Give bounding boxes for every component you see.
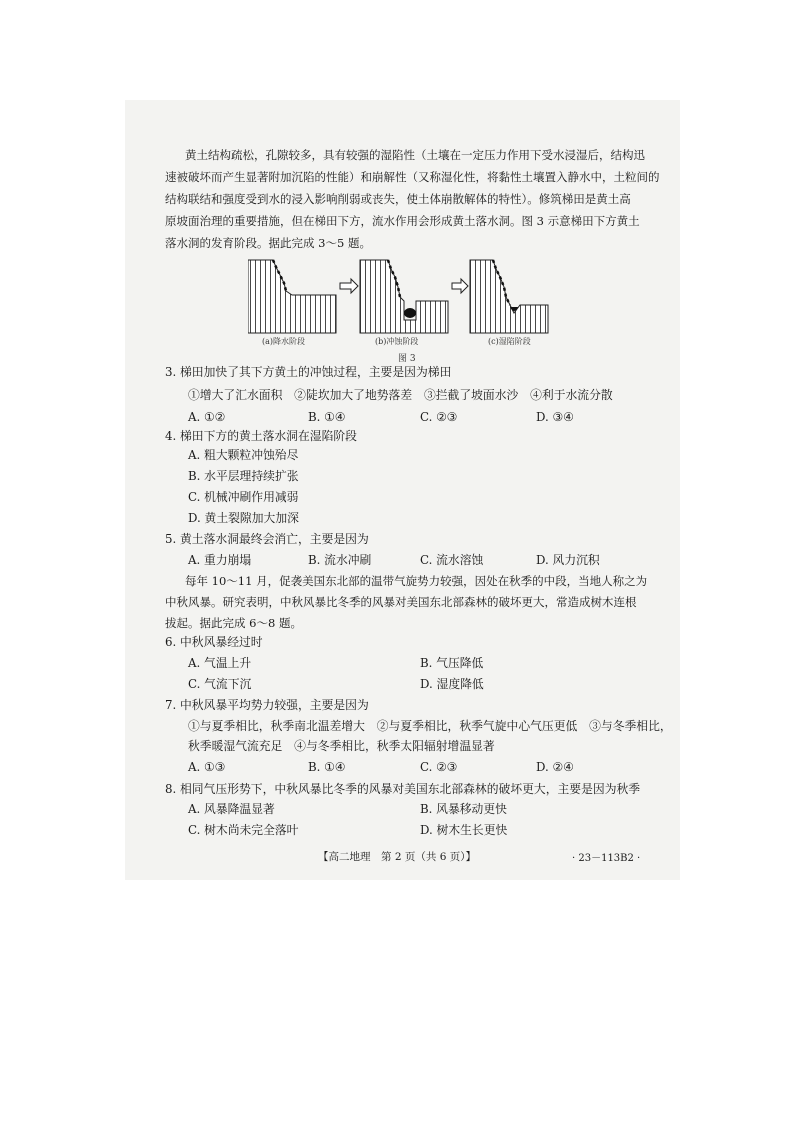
option-c: C. ②③ [420, 760, 458, 774]
intro-line: 黄土结构疏松，孔隙较多，具有较强的湿陷性（土壤在一定压力作用下受水浸湿后，结构迅 [185, 148, 645, 162]
option-b: B. ①④ [308, 410, 346, 424]
figure-3-diagram [248, 255, 588, 365]
question-statements: ①增大了汇水面积 ②陡坎加大了地势落差 ③拦截了坡面水沙 ④利于水流分散 [188, 388, 613, 402]
option-b: B. 气压降低 [420, 656, 484, 670]
panel-a-label: (a)降水阶段 [262, 337, 306, 346]
option-c: C. 气流下沉 [188, 677, 252, 691]
figure-caption: 图 3 [398, 354, 416, 364]
option-c: C. ②③ [420, 410, 458, 424]
intro-line: 速被破坏而产生显著附加沉陷的性能）和崩解性（又称湿化性，将黏性土壤置入静水中，土粒间的 [165, 170, 660, 184]
option-b: B. ①④ [308, 760, 346, 774]
option-a: A. 粗大颗粒冲蚀殆尽 [188, 448, 299, 462]
question-stem: 6. 中秋风暴经过时 [165, 635, 263, 649]
intro-line: 每年 10～11 月，促袭美国东北部的温带气旋势力较强，因处在秋季的中段，当地人称之为 [185, 574, 648, 588]
option-b: B. 水平层理持续扩张 [188, 469, 299, 483]
panel-b-erosion [360, 260, 448, 333]
panel-c-collapse [470, 260, 548, 333]
option-a: A. 风暴降温显著 [188, 802, 275, 816]
option-c: C. 树木尚未完全落叶 [188, 823, 299, 837]
option-b: B. 风暴移动更快 [420, 802, 507, 816]
intro-line: 原坡面治理的重要措施，但在梯田下方，流水作用会形成黄土落水洞。图 3 示意梯田下方黄土 [165, 214, 640, 228]
exam-code: · 23－113B2 · [572, 853, 641, 864]
option-a: A. ①② [188, 410, 226, 424]
option-d: D. ②④ [536, 760, 574, 774]
option-c: C. 机械冲刷作用减弱 [188, 490, 299, 504]
intro-line: 中秋风暴。研究表明，中秋风暴比冬季的风暴对美国东北部森林的破坏更大，常造成树木连根 [165, 595, 637, 609]
question-stem: 7. 中秋风暴平均势力较强，主要是因为 [165, 698, 369, 712]
arrow-right-icon [452, 279, 468, 293]
question-stem: 5. 黄土落水洞最终会消亡，主要是因为 [165, 532, 369, 546]
intro-line: 落水洞的发育阶段。据此完成 3～5 题。 [165, 236, 371, 250]
intro-line: 结构联结和强度受到水的浸入影响削弱或丧失，使土体崩散解体的特性）。修筑梯田是黄土高 [165, 192, 631, 206]
question-statements: 秋季暖湿气流充足 ④与冬季相比，秋季太阳辐射增温显著 [188, 739, 495, 753]
option-d: D. 湿度降低 [420, 677, 484, 691]
option-c: C. 流水溶蚀 [420, 553, 484, 567]
question-stem: 8. 相同气压形势下，中秋风暴比冬季的风暴对美国东北部森林的破坏更大，主要是因为秋季 [165, 782, 641, 796]
option-a: A. 气温上升 [188, 656, 252, 670]
option-b: B. 流水冲刷 [308, 553, 372, 567]
question-statements: ①与夏季相比，秋季南北温差增大 ②与夏季相比，秋季气旋中心气压更低 ③与冬季相比， [188, 719, 672, 733]
panel-b-label: (b)冲蚀阶段 [375, 337, 419, 346]
arrow-right-icon [340, 279, 358, 293]
intro-line: 拔起。据此完成 6～8 题。 [165, 616, 302, 630]
panel-a-rainfall [248, 260, 336, 333]
option-d: D. 树木生长更快 [420, 823, 508, 837]
question-stem: 3. 梯田加快了其下方黄土的冲蚀过程，主要是因为梯田 [165, 365, 452, 379]
question-stem: 4. 梯田下方的黄土落水洞在湿陷阶段 [165, 429, 357, 443]
option-d: D. 风力沉积 [536, 553, 600, 567]
option-a: A. 重力崩塌 [188, 553, 252, 567]
panel-c-label: (c)湿陷阶段 [488, 337, 531, 346]
option-d: D. 黄土裂隙加大加深 [188, 511, 299, 525]
option-d: D. ③④ [536, 410, 574, 424]
option-a: A. ①③ [188, 760, 226, 774]
page-footer: 【高二地理 第 2 页（共 6 页）】 [318, 851, 476, 863]
